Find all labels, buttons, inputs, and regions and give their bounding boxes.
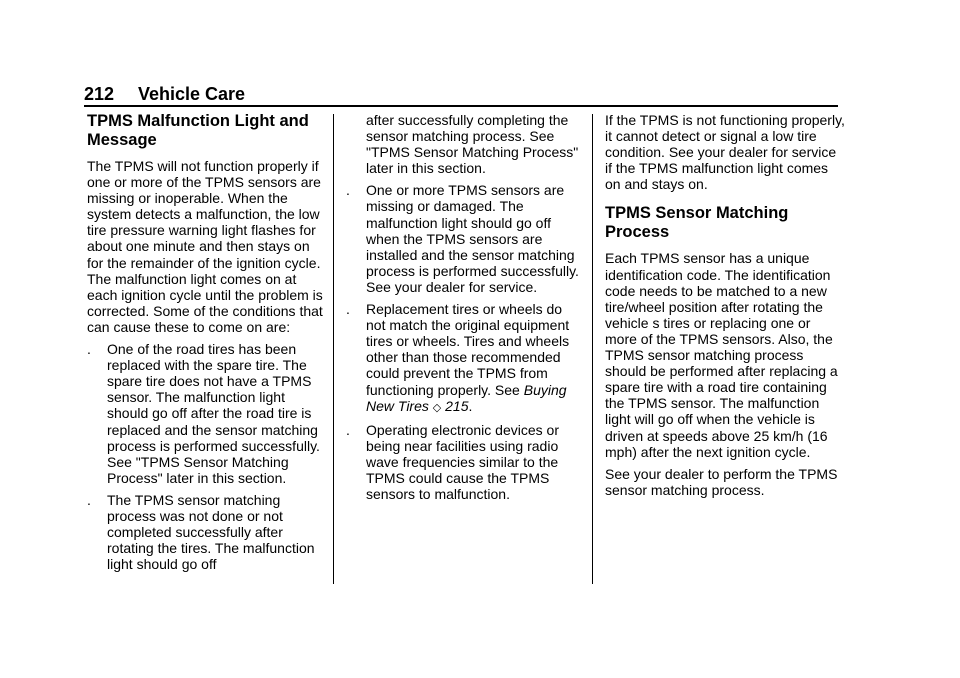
section-heading-malfunction: TPMS Malfunction Light and Message bbox=[87, 112, 309, 149]
list-item bbox=[87, 341, 327, 486]
page-header bbox=[84, 84, 838, 104]
column-1 bbox=[87, 112, 327, 578]
header-rule bbox=[84, 105, 838, 107]
list-item bbox=[87, 492, 327, 572]
paragraph: The TPMS will not function properly if one or more of the TPMS sensors are missing or inoperable. When the system detects a malfunction, the low tire pressure warning light flashes for about one minute and then stays on for the remainder of the ignition cycle. The malfunction light comes on at each ignition cycle until the problem is corrected. Some of the conditions that can cause these to come on are: bbox=[87, 158, 323, 335]
list-item-text: Replacement tires or wheels do not match the original equipment tires or wheels. Tires and wheels other than those recommended could prevent the TPMS from functioning properly. See bbox=[366, 301, 570, 398]
bullet-list bbox=[87, 341, 327, 572]
bullet-mark: . bbox=[346, 182, 350, 199]
list-item-text: One or more TPMS sensors are missing or damaged. The malfunction light should go off when the TPMS sensors are installed and the sensor matching process is performed successfully. See your dealer for service. bbox=[366, 182, 579, 295]
column-2 bbox=[346, 112, 582, 508]
list-item bbox=[346, 182, 582, 295]
section-heading-matching: TPMS Sensor Matching Process bbox=[605, 204, 789, 242]
bullet-list bbox=[346, 182, 582, 502]
paragraph: If the TPMS is not functioning properly, it cannot detect or signal a low tire condition. See your dealer for service if the TPMS malfunction light comes on and stays on. bbox=[605, 112, 845, 193]
column-3 bbox=[605, 112, 845, 504]
paragraph-continued: after successfully completing the sensor matching process. See "TPMS Sensor Matching Process" later in this section. bbox=[366, 112, 579, 177]
list-item-text: One of the road tires has been replaced with the spare tire. The spare tire does not have a TPMS sensor. The malfunction light should go off after the road tire is replaced and the sensor matching process is performed successfully. See "TPMS Sensor Matching Process" later in this section. bbox=[107, 341, 320, 486]
cross-reference-link[interactable]: Buying New Tires bbox=[366, 381, 567, 414]
page-number: 212 bbox=[84, 84, 115, 104]
column-divider bbox=[333, 114, 334, 584]
paragraph: Each TPMS sensor has a unique identification code. The identification code needs to be matched to a new tire/wheel position after rotating the vehicle s tires or replacing one or more of the TPMS sensors. Also, the TPMS sensor matching process should be performed after replacing a spare tire with a road tire containing the TPMS sensor. The malfunction light will go off when the vehicle is driven at speeds above 25 km/h (16 mph) after the next ignition cycle. bbox=[605, 250, 838, 460]
column-divider bbox=[592, 114, 593, 584]
bullet-mark: . bbox=[87, 491, 91, 508]
bullet-mark: . bbox=[346, 301, 350, 318]
section-title: Vehicle Care bbox=[138, 84, 246, 104]
page-reference-number[interactable]: 215 bbox=[445, 397, 469, 414]
list-item-text: Operating electronic devices or being near facilities using radio wave frequencies similar to the TPMS could cause the TPMS sensors to malfunction. bbox=[366, 421, 559, 503]
list-item bbox=[346, 301, 582, 416]
bullet-mark: . bbox=[346, 421, 350, 438]
bullet-mark: . bbox=[87, 341, 91, 358]
list-item-end: . bbox=[468, 397, 473, 414]
list-item bbox=[346, 422, 582, 502]
paragraph: See your dealer to perform the TPMS sensor matching process. bbox=[605, 465, 838, 498]
page-reference-icon: ◇ bbox=[432, 401, 442, 414]
list-item-text: The TPMS sensor matching process was not done or not completed successfully after rotating the tires. The malfunction light should go off bbox=[107, 491, 315, 573]
